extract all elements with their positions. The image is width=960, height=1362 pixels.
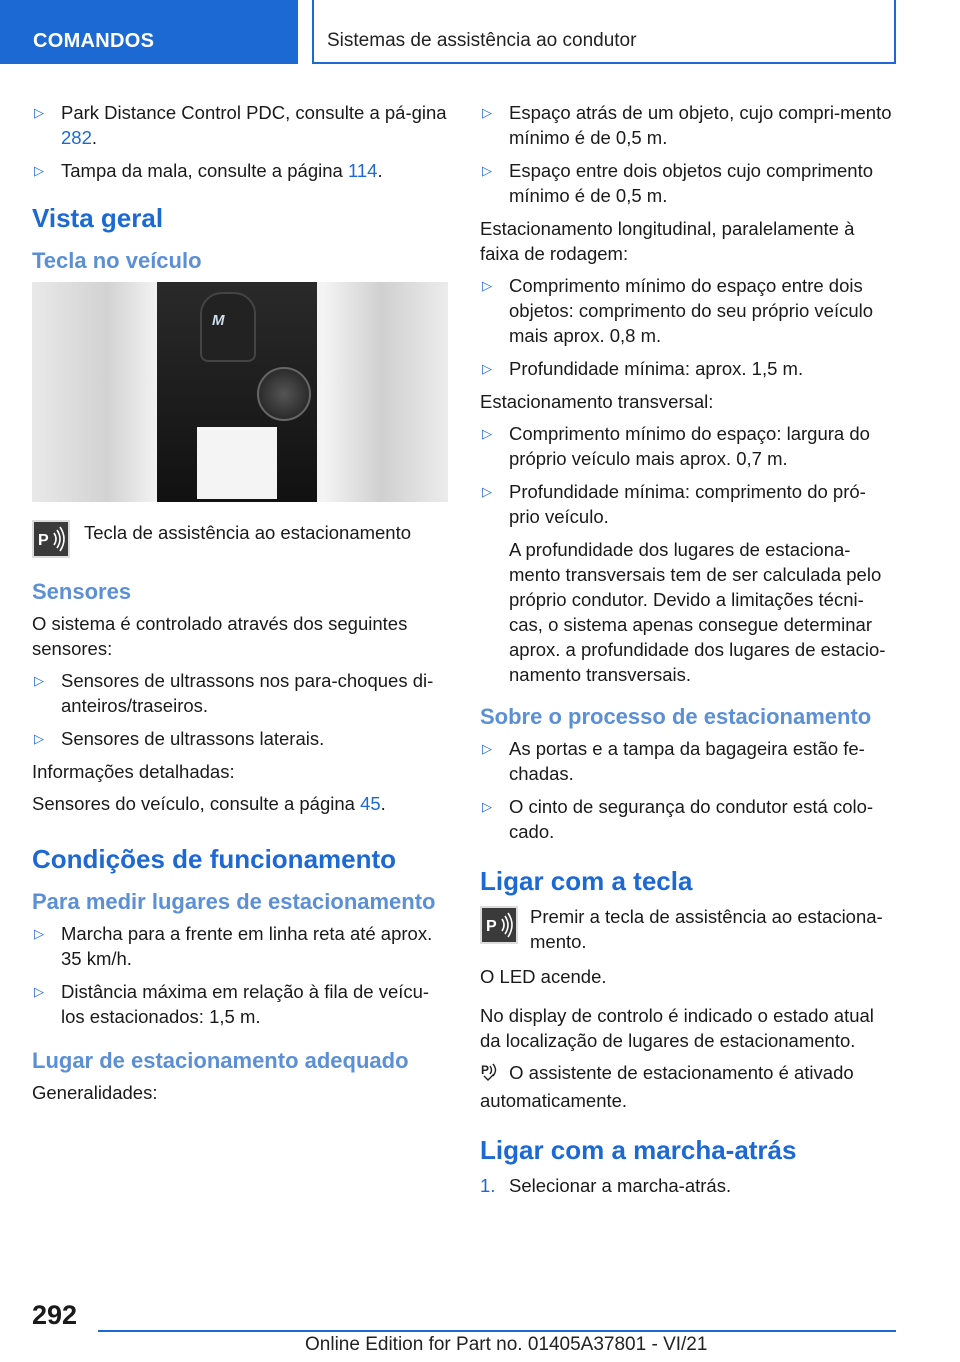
parking-assist-icon <box>32 520 70 558</box>
list-item: ▷ Sensores de ultrassons laterais. <box>34 728 325 749</box>
gear-lever <box>200 292 256 362</box>
heading-lugar: Lugar de estacionamento adequado <box>32 1048 409 1073</box>
list-item: ▷ Tampa da mala, consulte a página 114. <box>34 160 383 181</box>
footer-divider <box>98 1330 896 1332</box>
right-column: ▷ Espaço atrás de um objeto, cujo compri-mento mínimo é de 0,5 m. ▷ Espaço entre dois objetos cujo comprimento mínimo é de 0,5 m. Estacionamento longitudinal, paralelamente à faixa de rodagem: ▷ Comprimento mínimo do espaço entre dois objetos: comprimento do seu próprio veículo mais aprox. 0,8 m. ▷ Profundidade mínima: aprox. 1,5 m. Estacionamento transversal: ▷ Comprimento mínimo do espaço: largura do próprio veículo mais aprox. 0,7 m. ▷ Profundidade mínima: comprimento do pró-prio veículo. A profundidade dos lugares de estaciona-mento transversais tem de ser calculada pelo próprio condutor. Devido a limitações técni-cas, o sistema apenas consegue determinar aprox. a profundidade dos lugares de estacio-namento transversais. Sobre o processo de estacionamento ▷ As portas e a tampa da bagageira estão fe-chadas. ▷ O cinto de segurança do condutor está colo-cado. Ligar com a tecla P Premir a tecla de assistência ao estaciona-mento. O LED acende. No display de controlo é indicado o estado atual da localização de lugares de estacionamento. P O assistente de estacionamento é ativado automaticamente. Ligar com a marcha-atrás 1. Selecionar a marcha-atrás. <box>480 100 896 1206</box>
triangle-bullet-icon: ▷ <box>34 984 44 999</box>
triangle-bullet-icon: ▷ <box>482 426 492 441</box>
triangle-bullet-icon: ▷ <box>482 361 492 376</box>
photo-caption: P Tecla de assistência ao estacionamento <box>32 520 448 558</box>
m-logo: M <box>212 312 225 329</box>
edition-note: Online Edition for Part no. 01405A37801 - VI/21 <box>305 1334 708 1355</box>
triangle-bullet-icon: ▷ <box>34 105 44 120</box>
heading-vista-geral: Vista geral <box>32 203 164 233</box>
page-header <box>0 0 960 66</box>
triangle-bullet-icon: ▷ <box>482 163 492 178</box>
page-link[interactable]: 282 <box>61 127 92 148</box>
list-item: ▷ Espaço entre dois objetos cujo comprimento mínimo é de 0,5 m. <box>482 160 874 206</box>
svg-text:P: P <box>486 918 497 935</box>
page-link[interactable]: 114 <box>347 160 378 181</box>
triangle-bullet-icon: ▷ <box>34 673 44 688</box>
list-item: ▷ Profundidade mínima: comprimento do pró-prio veículo. <box>482 481 866 527</box>
sub-paragraph: A profundidade dos lugares de estaciona-mento transversais tem de ser calculada pelo próprio condutor. Devido a limitações técni-cas, o sistema apenas consegue determinar aprox. a profundidade dos lugares de estacio-namento transversais. <box>509 539 886 685</box>
svg-text:P: P <box>481 1063 490 1078</box>
list-item: 1. Selecionar a marcha-atrás. <box>480 1175 732 1197</box>
controller-knob <box>257 367 311 421</box>
triangle-bullet-icon: ▷ <box>482 278 492 293</box>
list-item: ▷ As portas e a tampa da bagageira estão fe-chadas. <box>482 738 865 784</box>
list-item: ▷ Espaço atrás de um objeto, cujo compri-mento mínimo é de 0,5 m. <box>482 102 892 148</box>
press-instruction: P Premir a tecla de assistência ao estaciona-mento. <box>480 904 896 954</box>
triangle-bullet-icon: ▷ <box>482 484 492 499</box>
page-link[interactable]: 45 <box>360 793 381 814</box>
heading-condicoes: Condições de funcionamento <box>32 844 397 874</box>
list-item: ▷ Profundidade mínima: aprox. 1,5 m. <box>482 358 804 379</box>
list-item: ▷ O cinto de segurança do condutor está colo-cado. <box>482 796 874 842</box>
heading-tecla-veiculo: Tecla no veículo <box>32 248 202 273</box>
triangle-bullet-icon: ▷ <box>482 105 492 120</box>
list-item: ▷ Comprimento mínimo do espaço: largura do próprio veículo mais aprox. 0,7 m. <box>482 423 870 469</box>
list-item: ▷ Marcha para a frente em linha reta até aprox. 35 km/h. <box>34 923 433 969</box>
heading-ligar-tecla: Ligar com a tecla <box>480 866 693 896</box>
triangle-bullet-icon: ▷ <box>34 926 44 941</box>
list-item: ▷ Park Distance Control PDC, consulte a pá-gina 282. <box>34 102 447 148</box>
heading-ligar-marcha: Ligar com a marcha-atrás <box>480 1135 797 1166</box>
chapter-title: Sistemas de assistência ao condutor <box>312 0 896 64</box>
list-item: ▷ Sensores de ultrassons nos para-choques di-anteiros/traseiros. <box>34 670 434 716</box>
console-photo <box>32 282 448 502</box>
page-number: 292 <box>32 1300 78 1330</box>
triangle-bullet-icon: ▷ <box>34 163 44 178</box>
triangle-bullet-icon: ▷ <box>34 731 44 746</box>
svg-text:P: P <box>38 532 49 549</box>
section-tab: COMANDOS <box>0 0 298 64</box>
parking-assist-icon <box>480 906 518 944</box>
parking-assistant-icon <box>480 1060 504 1088</box>
list-item: ▷ Distância máxima em relação à fila de veícu-los estacionados: 1,5 m. <box>34 981 430 1027</box>
triangle-bullet-icon: ▷ <box>482 741 492 756</box>
triangle-bullet-icon: ▷ <box>482 799 492 814</box>
left-column: ▷ Park Distance Control PDC, consulte a pá-gina 282. ▷ Tampa da mala, consulte a página 114. Vista geral Tecla no veículo M P Tecla de assistência ao estacionamento Sensores O sistema é controlado através dos seguintes sensores: ▷ Sensores de ultrassons nos para-choques di-anteiros/traseiros. ▷ Sensores de ultrassons laterais. Informações detalhadas: Sensores do veículo, consulte a página 45. Condições de funcionamento Para medir lugares de estacionamento ▷ Marcha para a frente em linha reta até aprox. 35 km/h. ▷ Distância máxima em relação à fila de veícu-los estacionados: 1,5 m. Lugar de estacionamento adequado Generalidades: <box>32 102 447 1103</box>
heading-sobre: Sobre o processo de estacionamento <box>480 704 872 729</box>
heading-medir: Para medir lugares de estacionamento <box>32 889 436 914</box>
list-item: ▷ Comprimento mínimo do espaço entre dois objetos: comprimento do seu próprio veículo mais aprox. 0,8 m. <box>482 275 874 346</box>
heading-sensores: Sensores <box>32 579 132 604</box>
